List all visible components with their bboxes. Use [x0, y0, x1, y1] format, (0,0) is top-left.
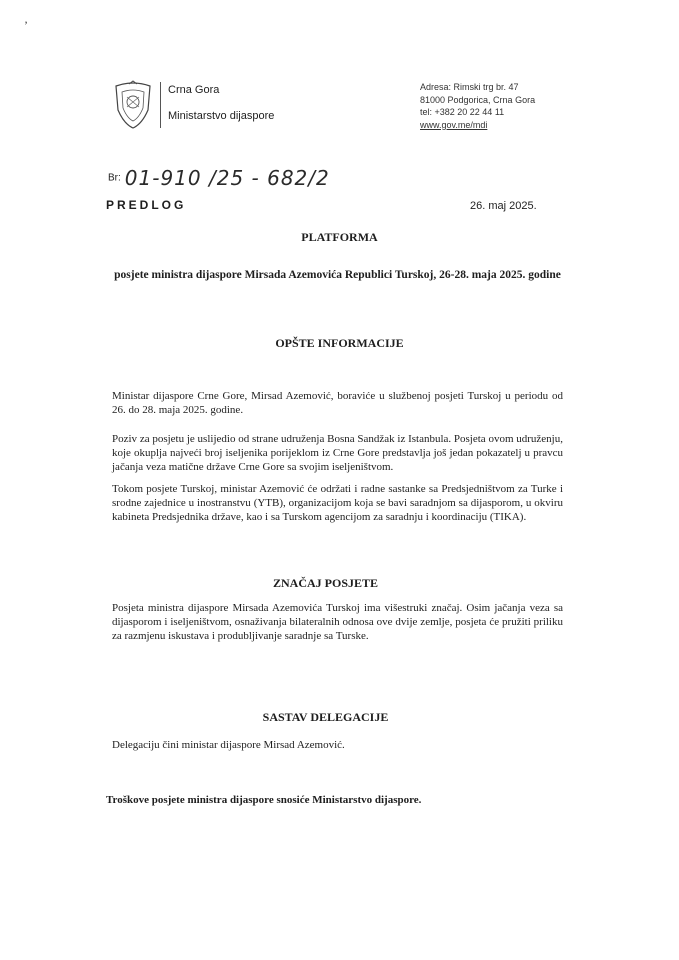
- paragraph: Delegaciju čini ministar dijaspore Mirsad Azemović.: [112, 739, 345, 751]
- document-title: PLATFORMA: [301, 230, 378, 244]
- address-line: 81000 Podgorica, Crna Gora: [420, 94, 536, 105]
- website-link[interactable]: www.gov.me/mdi: [420, 119, 488, 130]
- paragraph: Posjeta ministra dijaspore Mirsada Azemovića Turskoj ima višestruki značaj. Osim jačanja veza sa dijasporom i iseljeništvom, osnaživanja bilateralnih odnosa ove dvije zemlje, posjeta će pružiti priliku za razmjenu iskustava i produbljivanje saradnje sa Turske.: [112, 602, 563, 643]
- document-date: 26. maj 2025.: [470, 200, 537, 212]
- reference-prefix: Br:: [108, 172, 121, 184]
- org-country: Crna Gora: [168, 84, 220, 96]
- corner-mark: ’: [24, 18, 28, 32]
- document-subtitle: posjete ministra dijaspore Mirsada Azemovića Republici Turskoj, 26-28. maja 2025. godine: [114, 269, 561, 281]
- address-line: tel: +382 20 22 44 11: [420, 107, 505, 117]
- section-heading-delegation: SASTAV DELEGACIJE: [262, 710, 389, 724]
- org-ministry: Ministarstvo dijaspore: [168, 110, 275, 122]
- reference-number: 01-910 /25 - 682/2: [124, 166, 330, 190]
- header-divider: [160, 82, 161, 128]
- reference-number-line: [108, 166, 330, 190]
- paragraph: Poziv za posjetu je uslijedio od strane udruženja Bosna Sandžak iz Istanbula. Posjeta ovom udruženju, koje okuplja najveći broj iseljenika porijeklom iz Crne Gore predstavlja još jedan pokazatelj u pravcu jačanja veza matične države Crne Gore sa svojim iseljeništvom.: [112, 433, 563, 474]
- coat-of-arms-icon: [112, 80, 154, 130]
- address-block: [420, 81, 535, 131]
- paragraph: Ministar dijaspore Crne Gore, Mirsad Azemović, boraviće u službenoj posjeti Turskoj u periodu od 26. do 28. maja 2025. godine.: [112, 390, 563, 417]
- address-line: Adresa: Rimski trg br. 47: [420, 82, 519, 92]
- section-heading-significance: ZNAČAJ POSJETE: [272, 576, 379, 590]
- document-label: PREDLOG: [106, 198, 187, 212]
- paragraph: Tokom posjete Turskoj, ministar Azemović će održati i radne sastanke sa Predsjedništvom za Turke i srodne zajednice u inostranstvu (YTB), organizacijom koja se bavi saradnjom sa dijasporom, u okviru kabineta Predsjednika države, kao i sa Turskom agencijom za saradnju i koordinaciju (TIKA).: [112, 483, 563, 524]
- costs-note: Troškove posjete ministra dijaspore snosiće Ministarstvo dijaspore.: [106, 794, 422, 806]
- section-heading-general: OPŠTE INFORMACIJE: [275, 336, 404, 350]
